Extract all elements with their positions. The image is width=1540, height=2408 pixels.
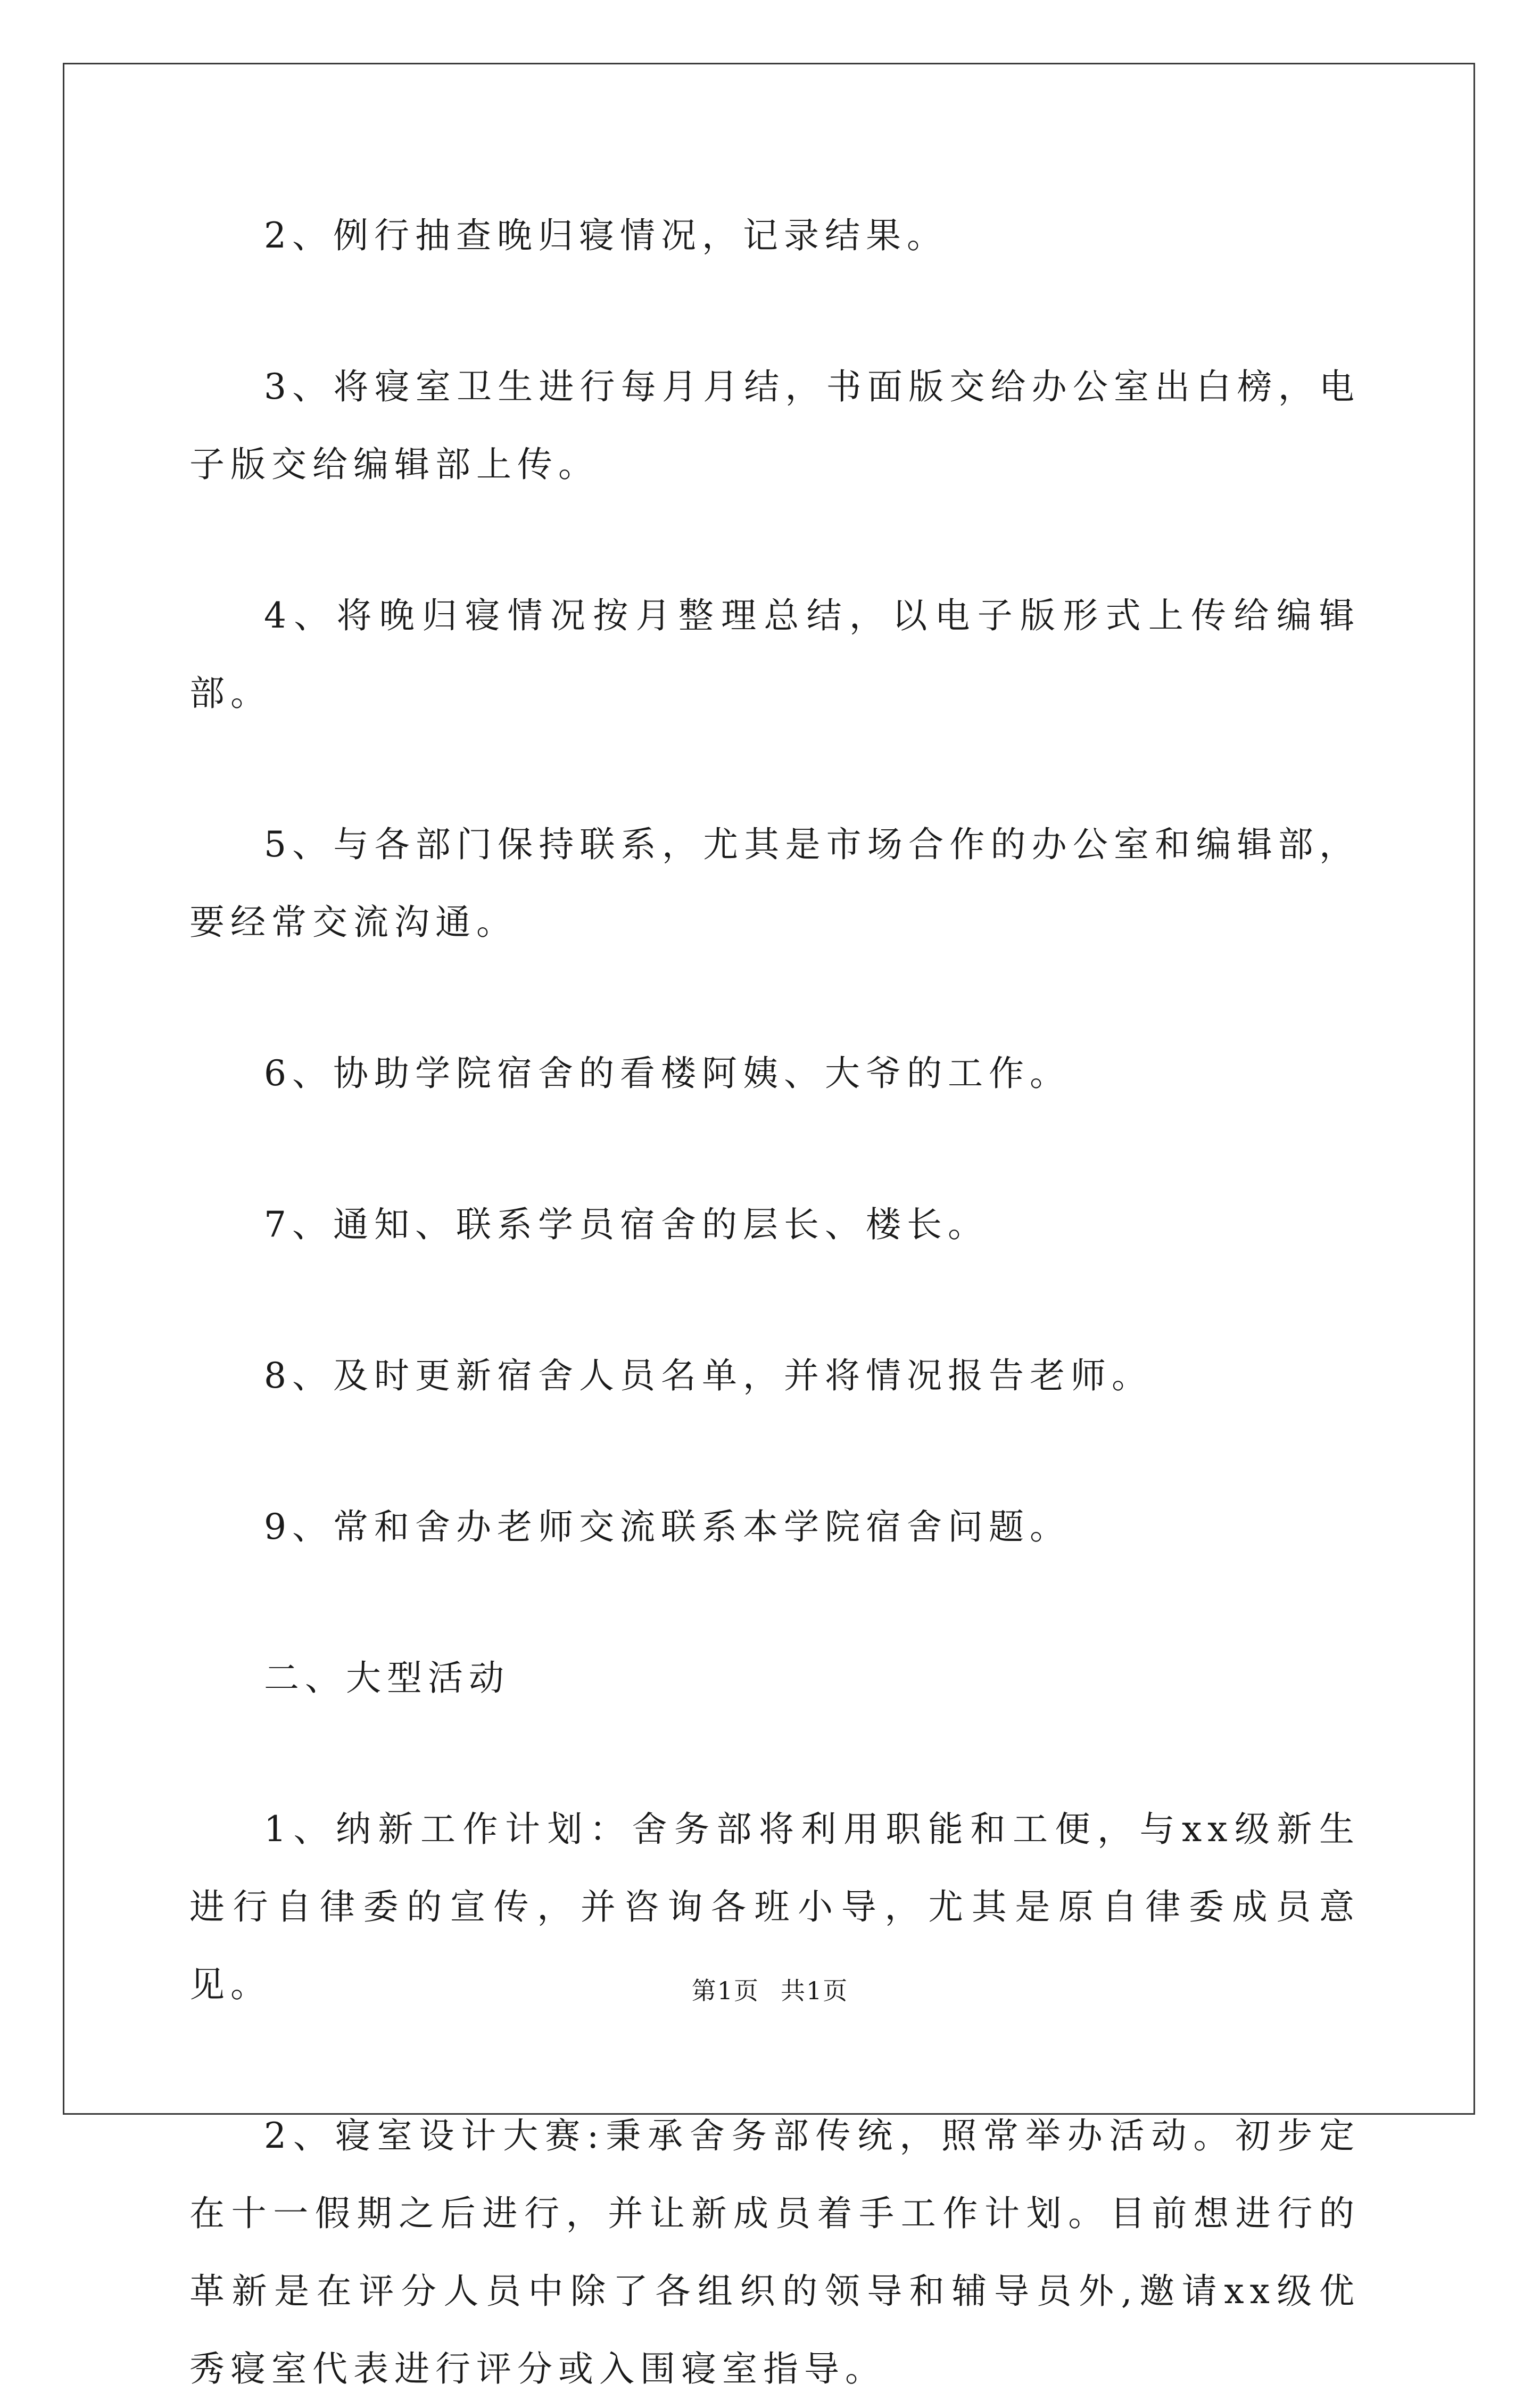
paragraph: 5、与各部门保持联系，尤其是市场合作的办公室和编辑部，要经常交流沟通。 [189, 824, 1360, 943]
paragraph: 2、寝室设计大赛:秉承舍务部传统，照常举办活动。初步定在十一假期之后进行，并让新成员着手工作计划。目前想进行的革新是在评分人员中除了各组织的领导和辅导员外,邀请xx级优秀寝室代表进行评分或入围寝室指导。 [189, 2115, 1360, 2389]
paragraph: 1、纳新工作计划：舍务部将利用职能和工便，与xx级新生进行自律委的宣传，并咨询各班小导，尤其是原自律委成员意见。 [189, 1809, 1360, 2005]
paragraph: 6、协助学院宿舍的看楼阿姨、大爷的工作。 [264, 1053, 1071, 1094]
paragraph: 3、将寝室卫生进行每月月结，书面版交给办公室出白榜，电子版交给编辑部上传。 [189, 366, 1360, 485]
page-total: 共1页 [781, 1976, 849, 2005]
paragraph: 4、将晚归寝情况按月整理总结，以电子版形式上传给编辑部。 [189, 595, 1360, 714]
paragraph: 7、通知、联系学员宿舍的层长、楼长。 [264, 1204, 989, 1245]
document-body [189, 197, 1360, 2408]
page-number: 第1页 [691, 1976, 759, 2005]
page-footer [0, 1975, 1540, 2007]
paragraph: 9、常和舍办老师交流联系本学院宿舍问题。 [264, 1506, 1071, 1547]
section-heading: 二、大型活动 [264, 1657, 510, 1698]
paragraph: 8、及时更新宿舍人员名单，并将情况报告老师。 [264, 1355, 1153, 1396]
paragraph: 2、例行抽查晚归寝情况，记录结果。 [264, 215, 948, 256]
